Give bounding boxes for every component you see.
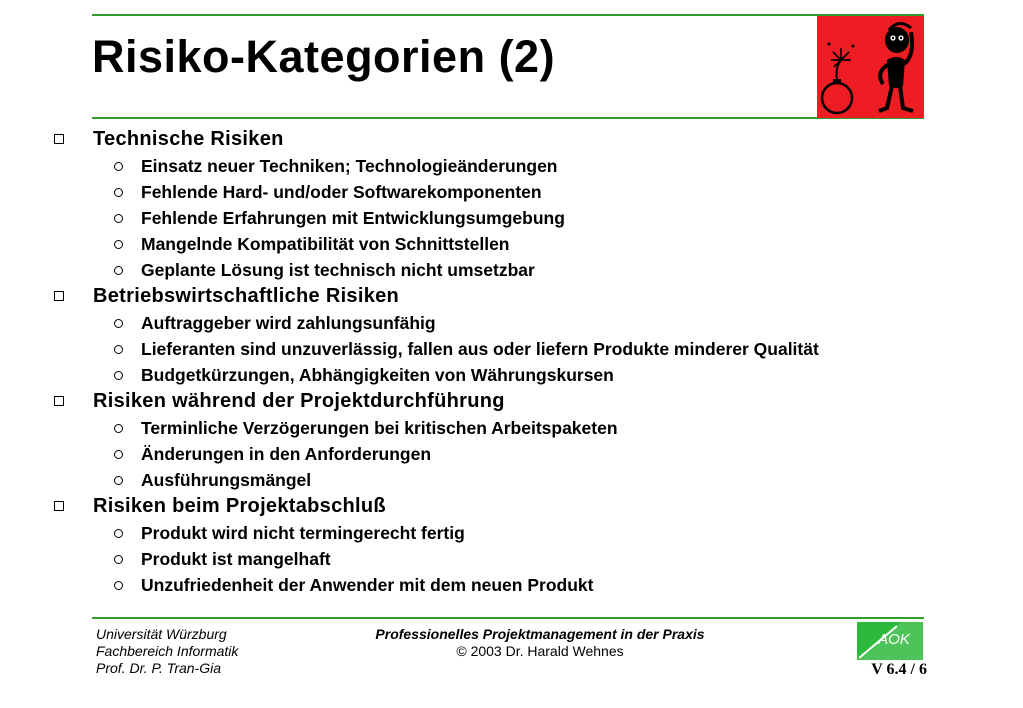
- list-item: [0, 231, 1023, 257]
- list-item-text: Fehlende Hard- und/oder Softwarekomponenten: [141, 182, 542, 202]
- circle-bullet-icon: [114, 240, 123, 249]
- footer-institution: [96, 626, 238, 677]
- slide-content: [0, 126, 1023, 598]
- section-heading-text: Risiken beim Projektabschluß: [93, 495, 386, 517]
- circle-bullet-icon: [114, 319, 123, 328]
- title-underline: [92, 117, 924, 119]
- list-item-text: Produkt ist mangelhaft: [141, 549, 331, 569]
- section-heading-text: Betriebswirtschaftliche Risiken: [93, 285, 400, 307]
- list-item-text: Ausführungsmängel: [141, 470, 312, 490]
- section-heading-text: Risiken während der Projektdurchführung: [93, 390, 505, 412]
- list-item: [0, 205, 1023, 231]
- footer-university: Universität Würzburg: [96, 626, 227, 642]
- page-title: Risiko-Kategorien (2): [92, 31, 556, 82]
- list-item: [0, 441, 1023, 467]
- section-heading: [0, 283, 1023, 310]
- circle-bullet-icon: [114, 345, 123, 354]
- circle-bullet-icon: [114, 581, 123, 590]
- list-item-text: Geplante Lösung ist technisch nicht umsetzbar: [141, 260, 535, 280]
- checkbox-bullet-icon: [54, 501, 64, 511]
- bomb-figure-icon: [817, 16, 924, 118]
- circle-bullet-icon: [114, 529, 123, 538]
- list-item-text: Budgetkürzungen, Abhängigkeiten von Währungskursen: [141, 365, 614, 385]
- circle-bullet-icon: [114, 188, 123, 197]
- circle-bullet-icon: [114, 424, 123, 433]
- section-heading: [0, 493, 1023, 520]
- top-rule: [92, 14, 924, 16]
- list-item-text: Mangelnde Kompatibilität von Schnittstellen: [141, 234, 510, 254]
- circle-bullet-icon: [114, 450, 123, 459]
- list-item-text: Terminliche Verzögerungen bei kritischen Arbeitspaketen: [141, 418, 618, 438]
- version-number: V 6.4 / 6: [871, 661, 927, 678]
- list-item: [0, 362, 1023, 388]
- checkbox-bullet-icon: [54, 396, 64, 406]
- list-item-text: Änderungen in den Anforderungen: [141, 444, 432, 464]
- footer-course-title: Professionelles Projektmanagement in der Praxis: [375, 626, 705, 642]
- list-item: [0, 467, 1023, 493]
- section-betriebswirtschaftliche-risiken: [0, 283, 1023, 388]
- section-projektabschluss: [0, 493, 1023, 598]
- bomb-figure-illustration: [817, 16, 924, 118]
- list-item: [0, 179, 1023, 205]
- list-item-text: Lieferanten sind unzuverlässig, fallen aus oder liefern Produkte minderer Qualität: [141, 339, 819, 359]
- circle-bullet-icon: [114, 266, 123, 275]
- list-item: [0, 572, 1023, 598]
- list-item-text: Auftraggeber wird zahlungsunfähig: [141, 313, 436, 333]
- list-item: [0, 310, 1023, 336]
- checkbox-bullet-icon: [54, 134, 64, 144]
- footer-rule: [92, 617, 924, 619]
- list-item-text: Unzufriedenheit der Anwender mit dem neuen Produkt: [141, 575, 594, 595]
- circle-bullet-icon: [114, 371, 123, 380]
- aok-logo-icon: [857, 622, 923, 660]
- list-item-text: Einsatz neuer Techniken; Technologieänderungen: [141, 156, 558, 176]
- list-item: [0, 546, 1023, 572]
- circle-bullet-icon: [114, 162, 123, 171]
- circle-bullet-icon: [114, 214, 123, 223]
- footer-department: Fachbereich Informatik: [96, 643, 239, 659]
- footer-copyright: © 2003 Dr. Harald Wehnes: [456, 643, 624, 659]
- list-item: [0, 336, 1023, 362]
- circle-bullet-icon: [114, 476, 123, 485]
- section-heading: [0, 388, 1023, 415]
- list-item: [0, 153, 1023, 179]
- section-projektdurchfuehrung: [0, 388, 1023, 493]
- list-item-text: Fehlende Erfahrungen mit Entwicklungsumgebung: [141, 208, 565, 228]
- footer-professor: Prof. Dr. P. Tran-Gia: [96, 660, 221, 676]
- list-item-text: Produkt wird nicht termingerecht fertig: [141, 523, 465, 543]
- list-item: [0, 520, 1023, 546]
- list-item: [0, 257, 1023, 283]
- section-heading-text: Technische Risiken: [93, 128, 284, 150]
- aok-logo: [857, 622, 923, 660]
- footer-course: [340, 626, 740, 660]
- section-heading: [0, 126, 1023, 153]
- list-item: [0, 415, 1023, 441]
- aok-logo-text: AOK: [878, 631, 910, 648]
- section-technische-risiken: [0, 126, 1023, 283]
- checkbox-bullet-icon: [54, 291, 64, 301]
- circle-bullet-icon: [114, 555, 123, 564]
